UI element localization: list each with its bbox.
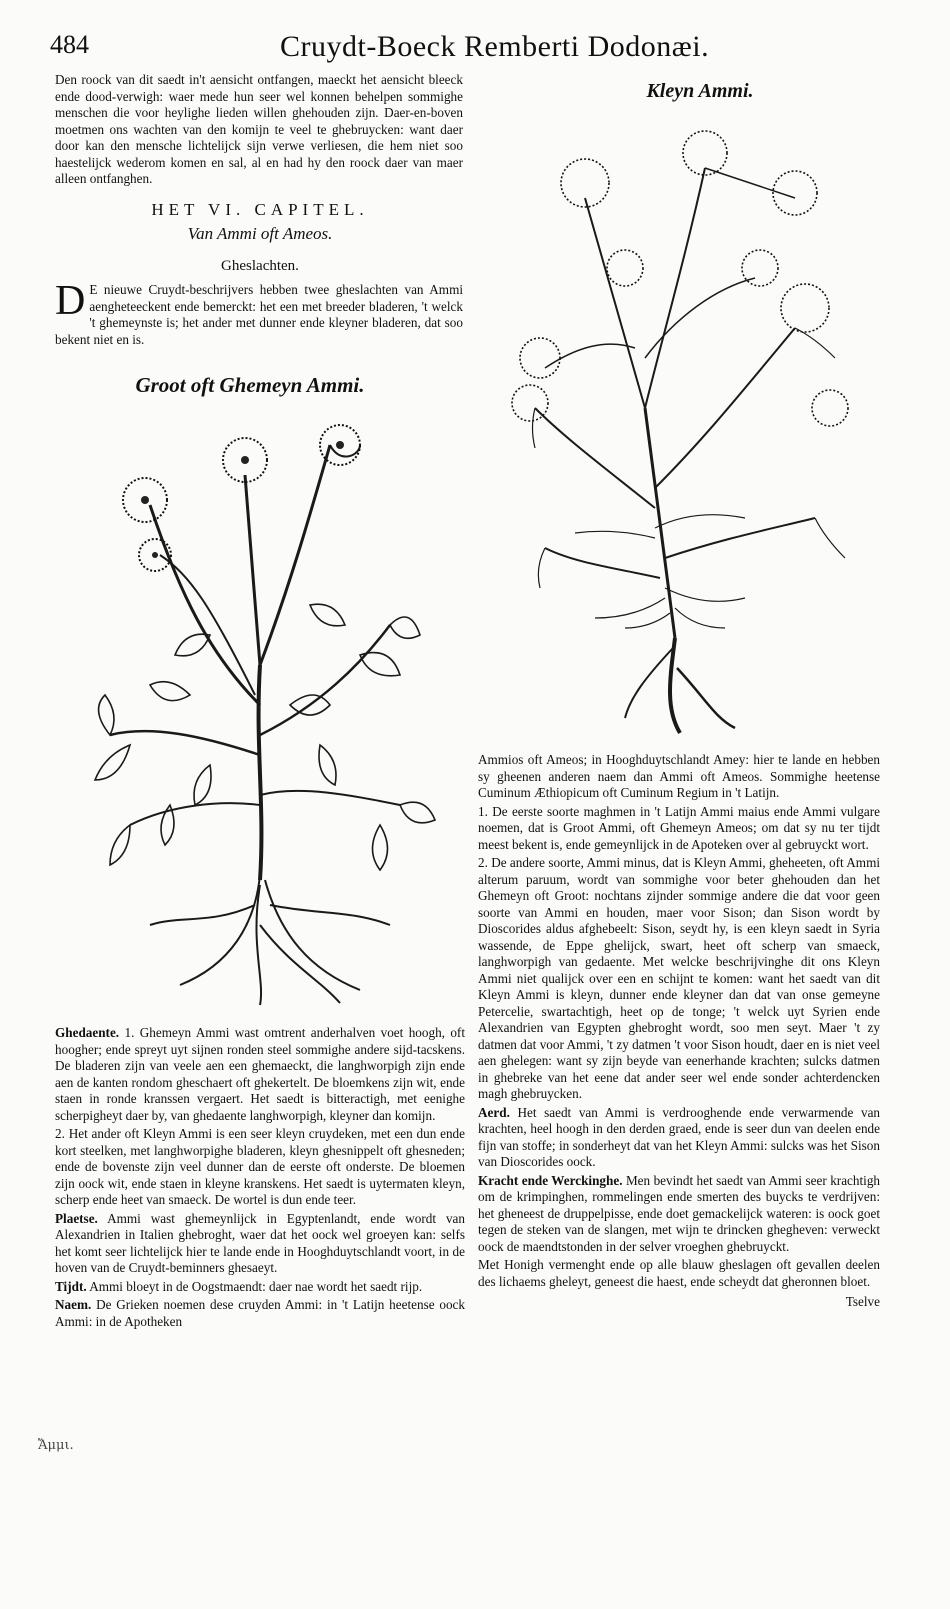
soort-paragraph-2: 2. De andere soorte, Ammi minus, dat is Kleyn Ammi, gheheeten, oft Ammi alterum paruum, wordt van sommighe voor beter ghehouden dan het Ghemeyn oft Groot: nochtans zijnder sommige andere die dat voor geen soorte van Ammi en houden, maer voor Sison; dan Sison wordt by Dioscorides aldus afghebeelt: Sison, seydt hy, is een kleyn saedt in Syria wassende, de Eppe ghelijck, swart, heet oft scherp van smaeck, langhworpigh van gedaente. Met welcke beschrijvinghe dit ons Kleyn Ammi niet qualijck over een en schijnt te komen: want het saedt van dit Kleyn Ammi is kleyn, dunner ende kleyner dan dat van onse gemeyne Petercelie, swartachtigh, heet op de tonge; 't welck uyt Syrien ende Alexandrien van Egypten ghebroght wordt, soo men seyt. Maer 't zy datmen dat voor Ammi, 't zy datmen 't voor Sison houdt, daer en is niet veel aen ghelegen: want sy zijn beyde van eenerhande krachten; sulcks datmen in ghebreke van het eene dat ander seer wel ende sonder achterdencken magh ghebruycken.	[478, 855, 880, 1101]
kracht-label: Kracht ende Werckinghe.	[478, 1172, 623, 1188]
running-title: Cruydt-Boeck Remberti Dodonæi.	[280, 30, 710, 63]
honigh-paragraph: Met Honigh vermenght ende op alle blauw gheslagen oft gevallen deelen des lichaems gheleyt, geneest die haest, ende scheydt dat gheronnen bloet.	[478, 1257, 880, 1289]
intro-paragraph	[55, 72, 463, 190]
ghedaente-paragraph-1: Ghedaente. 1. Ghemeyn Ammi wast omtrent anderhalven voet hoogh, oft hoogher; ende spreyt uyt sijnen ronden steel sommighe andere sijd-tacskens. De bladeren zijn van veele aen een ghemaeckt, die langhworpigh zijn ende aen de kanten rondom gheschaert oft ghekertelt. De bloemkens zijn wit, ende staen in ronde kranssen vergaert. Het saedt is bitteractigh, met eenighe scherpigheyt daer by, van ghedaente langhworpigh, kleyner dan komijn.	[55, 1025, 465, 1123]
kleyn-ammi-illustration	[505, 108, 860, 738]
right-figure-caption: Kleyn Ammi.	[646, 80, 754, 102]
tijdt-label: Tijdt.	[55, 1278, 87, 1294]
geslachten-paragraph	[55, 278, 463, 348]
left-figure-caption: Groot oft Ghemeyn Ammi.	[135, 373, 365, 397]
plaetse-label: Plaetse.	[55, 1210, 98, 1226]
right-text-column	[478, 752, 880, 1313]
naem-paragraph: Naem. De Grieken noemen dese cruyden Ammi: in 't Latijn heetense oock Ammi: in de Apotheken	[55, 1297, 465, 1329]
greek-margin-note: Ἄμμι.	[38, 1438, 74, 1453]
aerd-label: Aerd.	[478, 1104, 510, 1120]
plaetse-paragraph: Plaetse. Ammi wast ghemeynlijck in Egyptenlandt, ende wordt van Alexandrien in Italien ghebroght, waer dat het oock wel groeyen kan: selfs het komt seer lichtelijck hier te lande ende in Hooghduytschlandt voort, in de hoven van de Cruydt-beminners ghesaeyt.	[55, 1210, 465, 1275]
drop-cap: D	[55, 278, 86, 324]
section-heading: Gheslachten.	[221, 258, 299, 274]
ghedaente-paragraph-2: 2. Het ander oft Kleyn Ammi is een seer kleyn cruydeken, met een dun ende kort steelken, met langhworpighe bladeren, kleyn ghesnippelt oft ghesneden; ende de bovenste zijn veel dunner dan de eerste oft onderste. De bloemen zijn oock wit, ende staen in kleyne kranskens. Het saedt is uytermaten kleyn, scherp ende heet van smaeck. De wortel is dun ende teer.	[55, 1126, 465, 1207]
chapter-title: Van Ammi oft Ameos.	[187, 224, 333, 243]
naem-continued: Ammios oft Ameos; in Hooghduytschlandt Amey: hier te lande en hebben sy gheenen anderen naem dan Ammi oft Ameos. Sommighe heetense Cuminum Æthiopicum oft Cuminum Regium in 't Latijn.	[478, 752, 880, 800]
intro-text: Den roock van dit saedt in't aensicht ontfangen, maeckt het aensicht bleeck ende dood-verwigh: waer mede hun seer wel konnen behelpen sommighe menschen die voor heylighe lieden willen ghehouden zijn. Daer-en-boven moetmen ons wachten van den komijn te veel te ghebruycken: want daer door kan den mensche lichtelijck sijn verwe verliesen, die hem niet soo haestelijck wederom komen en sal, al en had hy den roock daer van maer alleen ontfanghen.	[55, 72, 463, 186]
page-number: 484	[50, 30, 89, 59]
chapter-number: HET VI. CAPITEL.	[151, 200, 369, 219]
geslachten-text: E nieuwe Cruydt-beschrijvers hebben twee gheslachten van Ammi aengheteeckent ende bemerckt: het een met breeder bladeren, 't welck 't ghemeynste is; het ander met dunner ende kleyner bladeren, dat soo bekent niet en is.	[55, 282, 463, 347]
aerd-paragraph: Aerd. Het saedt van Ammi is verdrooghende ende verwarmende van krachten, heel hoogh in den derden graed, ende is seer dun van deelen ende fijn van stoffe; in sonderheyt dat van het Kleyn Ammi: sulcks was het Sison van Dioscorides oock.	[478, 1104, 881, 1169]
groot-ammi-illustration	[60, 405, 460, 1015]
soort-paragraph-1: 1. De eerste soorte maghmen in 't Latijn Ammi maius ende Ammi vulgare noemen, dat is Groot Ammi, oft Ghemeyn Ameos; om dat sy nu ter tijdt meest bekent is, ende gemeynlijck in de Apoteken over al gebruyckt wort.	[478, 803, 880, 852]
ghedaente-label: Ghedaente.	[55, 1025, 120, 1040]
left-text-column	[55, 1025, 465, 1332]
catchword: Tselve	[845, 1294, 880, 1309]
tijdt-paragraph: Tijdt. Ammi bloeyt in de Oogstmaendt: daer nae wordt het saedt rijp.	[55, 1278, 423, 1294]
naem-label: Naem.	[55, 1297, 92, 1312]
kracht-paragraph: Kracht ende Werckinghe. Men bevindt het saedt van Ammi seer krachtigh om de krimpinghen, rommelingen ende smerten des buycks te verdrijven: het gheneest de druppelpisse, ende doet gemackelijck wateren: is oock goet tegen de steken van de slangen, met wijn te drincken ghegheven: verweckt oock de maendtstonden in der selver vroeghen ghebruyckt.	[478, 1172, 881, 1254]
